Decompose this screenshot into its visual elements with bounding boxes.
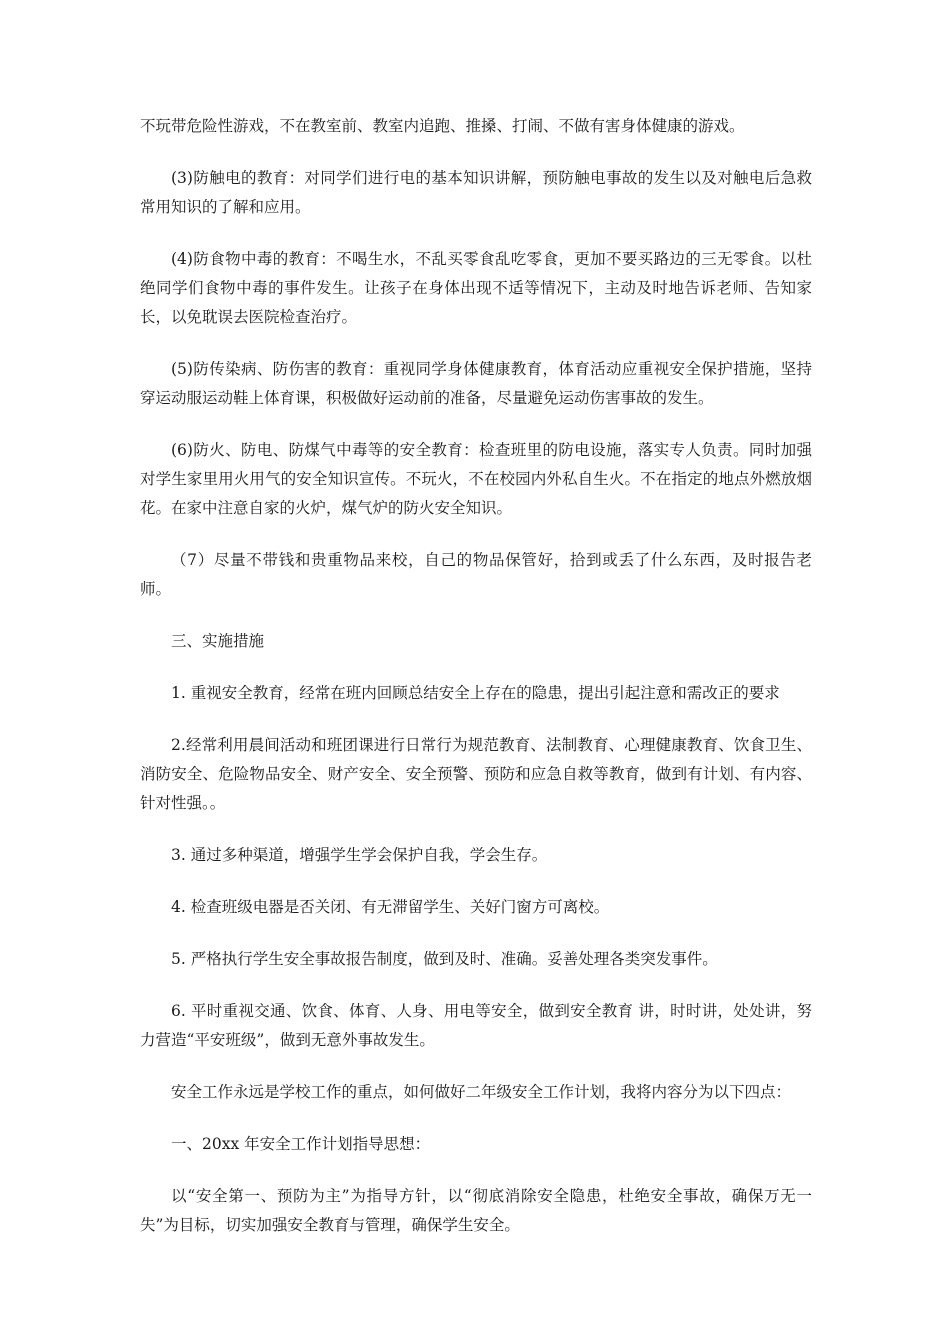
paragraph-valuables: （7）尽量不带钱和贵重物品来校，自己的物品保管好，拾到或丢了什么东西，及时报告老师。 [140, 551, 812, 598]
paragraph-summary: 安全工作永远是学校工作的重点，如何做好二年级安全工作计划，我将内容分为以下四点： [171, 1083, 792, 1101]
section-heading-measures: 三、实施措施 [171, 632, 265, 650]
paragraph-guiding-principle: 以“安全第一、预防为主”为指导方针，以“彻底消除安全隐患，杜绝安全事故，确保万无一失”为目标，切实加强安全教育与管理，确保学生安全。 [140, 1187, 812, 1234]
paragraph-fire-gas-safety: (6)防火、防电、防煤气中毒等的安全教育：检查班里的防电设施，落实专人负责。同时加强对学生家里用火用气的安全知识宣传。不玩火，不在校园内外私自生火。不在指定的地点外燃放烟花。在家中注意自家的火炉，煤气炉的防火安全知识。 [140, 441, 812, 517]
paragraph-disease-injury: (5)防传染病、防伤害的教育：重视同学身体健康教育，体育活动应重视安全保护措施，坚持穿运动服运动鞋上体育课，积极做好运动前的准备，尽量避免运动伤害事故的发生。 [140, 360, 812, 407]
document-body [140, 112, 812, 1263]
paragraph-measure-2: 2.经常利用晨间活动和班团课进行日常行为规范教育、法制教育、心理健康教育、饮食卫生、消防安全、危险物品安全、财产安全、安全预警、预防和应急自救等教育，做到有计划、有内容、针对性强。。 [140, 736, 812, 812]
section-heading-guiding-thought: 一、20xx 年安全工作计划指导思想： [171, 1135, 431, 1153]
paragraph-measure-4: 4. 检查班级电器是否关闭、有无滞留学生、关好门窗方可离校。 [171, 898, 610, 916]
paragraph-measure-3: 3. 通过多种渠道，增强学生学会保护自我，学会生存。 [171, 846, 548, 864]
paragraph-measure-1: 1. 重视安全教育，经常在班内回顾总结安全上存在的隐患，提出引起注意和需改正的要求 [171, 684, 780, 702]
paragraph-measure-6: 6. 平时重视交通、饮食、体育、人身、用电等安全，做到安全教育 讲，时时讲，处处讲，努力营造“平安班级”，做到无意外事故发生。 [140, 1002, 812, 1049]
paragraph-intro-continued: 不玩带危险性游戏，不在教室前、教室内追跑、推搡、打闹、不做有害身体健康的游戏。 [140, 117, 745, 135]
paragraph-electric-safety: (3)防触电的教育：对同学们进行电的基本知识讲解，预防触电事故的发生以及对触电后急救常用知识的了解和应用。 [140, 169, 812, 216]
paragraph-measure-5: 5. 严格执行学生安全事故报告制度，做到及时、准确。妥善处理各类突发事件。 [171, 950, 718, 968]
paragraph-food-poisoning: (4)防食物中毒的教育：不喝生水，不乱买零食乱吃零食，更加不要买路边的三无零食。以杜绝同学们食物中毒的事件发生。让孩子在身体出现不适等情况下，主动及时地告诉老师、告知家长，以免耽误去医院检查治疗。 [140, 250, 812, 326]
